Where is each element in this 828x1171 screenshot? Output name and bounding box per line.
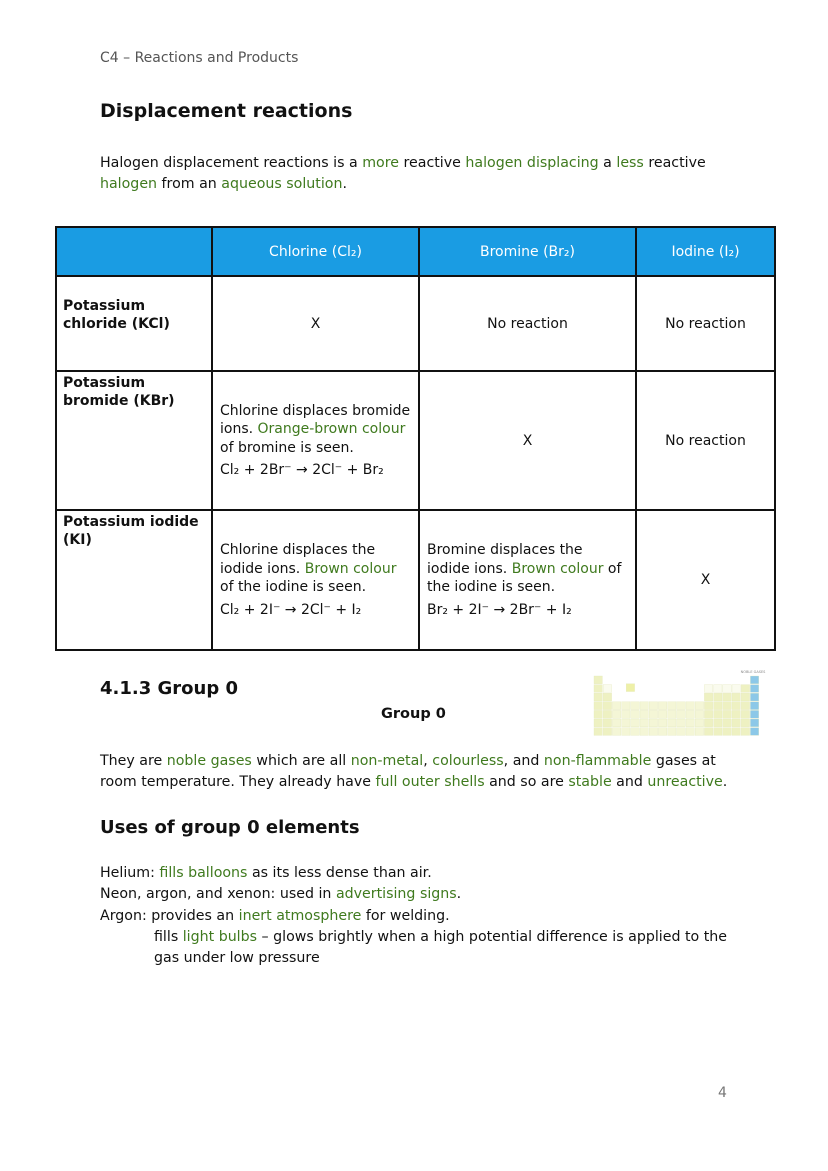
cell-text [427, 541, 628, 597]
row-label: Potassium iodide (KI) [56, 510, 212, 650]
highlight-text: halogen [100, 176, 158, 192]
text-span: Chlorine displaces the iodide ions. [220, 542, 376, 577]
text-span: – glows brightly when a high potential difference is applied to the gas under low pressure [154, 928, 727, 967]
text-span: . [722, 774, 728, 790]
highlight-text: light bulbs [182, 928, 258, 945]
equation: Br₂ + 2I⁻ → 2Br⁻ + I₂ [427, 601, 572, 618]
uses-line [100, 906, 740, 927]
section-title-group0: 4.1.3 Group 0 [100, 678, 239, 699]
text-span: which are all [251, 753, 351, 769]
table-row [56, 510, 775, 650]
page-header: C4 – Reactions and Products [100, 50, 299, 66]
text-span: reactive [398, 155, 466, 171]
cell-text [220, 402, 411, 458]
uses-line-indented [100, 927, 740, 970]
highlight-text: Brown colour [304, 560, 397, 577]
periodic-table-image [592, 668, 767, 744]
header-cell: Chlorine (Cl₂) [212, 227, 419, 276]
periodic-table-caption: Group 0 [381, 706, 446, 722]
text-span: , and [503, 753, 544, 769]
highlight-text: unreactive [647, 774, 723, 790]
table-row [56, 371, 775, 510]
highlight-text: halogen displacing [465, 155, 599, 171]
row-label: Potassium bromide (KBr) [56, 371, 212, 510]
text-span: . [456, 886, 462, 903]
text-span: They are [100, 753, 167, 769]
uses-line [100, 884, 740, 905]
text-span: a [598, 155, 617, 171]
table-cell [212, 510, 419, 650]
header-cell: Bromine (Br₂) [419, 227, 636, 276]
text-span: as its less dense than air. [247, 865, 432, 881]
table-cell [212, 371, 419, 510]
text-span: for welding. [361, 907, 450, 924]
noble-gases-label: NOBLE GASES [740, 670, 766, 674]
header-cell [56, 227, 212, 276]
table-cell: No reaction [636, 276, 775, 371]
group0-paragraph [100, 751, 740, 793]
highlight-text: Orange-brown colour [257, 421, 406, 437]
text-span: , [423, 753, 433, 769]
table-cell: X [636, 510, 775, 650]
page-number: 4 [718, 1085, 727, 1101]
highlight-text: full outer shells [375, 774, 485, 790]
table-cell: No reaction [636, 371, 775, 510]
table-row [56, 276, 775, 371]
text-span: Chlorine displaces bromide ions. [220, 402, 411, 437]
text-span: . [342, 176, 347, 192]
text-span: Halogen displacement reactions is a [100, 155, 363, 171]
highlight-text: inert atmosphere [238, 907, 362, 924]
uses-line [100, 863, 740, 884]
text-span: Neon, argon, and xenon: used in [100, 886, 336, 903]
table-cell: No reaction [419, 276, 636, 371]
header-cell: Iodine (I₂) [636, 227, 775, 276]
text-span: from an [157, 176, 222, 192]
text-span: Argon: provides an [100, 907, 239, 924]
cell-text [220, 541, 411, 597]
row-label: Potassium chloride (KCl) [56, 276, 212, 371]
highlight-text: non-metal [350, 753, 424, 769]
highlight-text: fills balloons [159, 865, 248, 881]
text-span: of the iodine is seen. [427, 560, 622, 595]
text-span: and [611, 774, 648, 790]
section-title-displacement: Displacement reactions [100, 100, 353, 122]
uses-list [100, 863, 740, 969]
table-header-row [56, 227, 775, 276]
text-span: Helium: [100, 865, 160, 881]
table-cell: X [419, 371, 636, 510]
highlight-text: more [362, 155, 399, 171]
highlight-text: less [616, 155, 644, 171]
text-span: of bromine is seen. [220, 439, 354, 456]
highlight-text: Brown colour [511, 560, 604, 577]
section-title-uses: Uses of group 0 elements [100, 817, 360, 838]
text-span: fills [154, 928, 183, 945]
text-span: gases at room temperature. They already have [100, 753, 716, 790]
equation: Cl₂ + 2I⁻ → 2Cl⁻ + I₂ [220, 601, 362, 618]
displacement-table [55, 226, 776, 651]
text-span: reactive [643, 155, 706, 171]
text-span: Bromine displaces the iodide ions. [427, 542, 583, 577]
intro-paragraph [100, 153, 740, 195]
equation: Cl₂ + 2Br⁻ → 2Cl⁻ + Br₂ [220, 462, 384, 478]
text-span: and so are [484, 774, 569, 790]
highlight-text: non-flammable [543, 753, 652, 769]
highlight-text: aqueous solution [221, 176, 343, 192]
highlight-text: noble gases [166, 753, 252, 769]
table-cell [419, 510, 636, 650]
text-span: of the iodine is seen. [220, 579, 367, 595]
highlight-text: advertising signs [335, 886, 457, 903]
highlight-text: colourless [432, 753, 504, 769]
highlight-text: stable [568, 774, 612, 790]
table-cell: X [212, 276, 419, 371]
